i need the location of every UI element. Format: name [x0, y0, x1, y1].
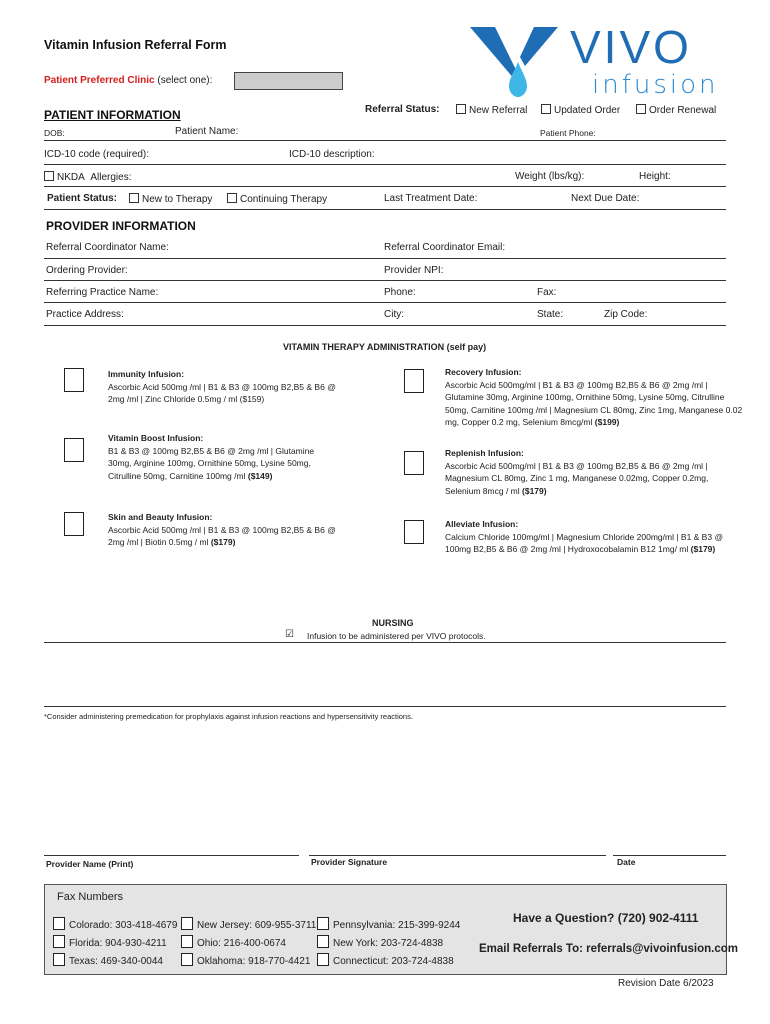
divider [44, 186, 726, 187]
checkbox-fax-pennsylvania[interactable] [317, 917, 329, 930]
therapy-name: Replenish Infusion: [445, 448, 524, 458]
status-new-therapy[interactable] [129, 193, 212, 205]
ordering-provider-label: Ordering Provider: [46, 265, 128, 276]
divider [44, 706, 726, 707]
nursing-note: Infusion to be administered per VIVO protocols. [307, 631, 486, 641]
therapy-immunity [108, 368, 338, 406]
therapy-name: Recovery Infusion: [445, 367, 522, 377]
question-phone: Have a Question? (720) 902-4111 [513, 911, 699, 925]
fax-ohio: Ohio: 216-400-0674 [197, 938, 286, 949]
divider [44, 280, 726, 281]
signature-line [309, 855, 606, 856]
checkbox-recovery[interactable] [404, 369, 424, 393]
therapy-price: ($179) [690, 544, 716, 554]
fax-florida: Florida: 904-930-4211 [69, 938, 167, 949]
icd-desc-label: ICD-10 description: [289, 149, 375, 160]
checkbox-fax-ohio[interactable] [181, 935, 193, 948]
nursing-checkbox[interactable]: ☑ [285, 629, 294, 640]
therapy-heading: VITAMIN THERAPY ADMINISTRATION (self pay) [283, 342, 487, 352]
divider [44, 302, 726, 303]
checkbox-fax-texas[interactable] [53, 953, 65, 966]
therapy-price: ($149) [247, 470, 273, 481]
checkbox-replenish[interactable] [404, 451, 424, 475]
nkda-label: NKDA [57, 172, 85, 183]
provider-signature-label: Provider Signature [311, 857, 388, 867]
checkbox-order-renewal[interactable] [636, 104, 646, 114]
signature-line [44, 855, 299, 856]
therapy-name: Vitamin Boost Infusion: [108, 433, 204, 443]
logo-word-infusion: infusion [592, 70, 719, 100]
status-order-renewal[interactable] [636, 104, 716, 116]
fax-panel [44, 884, 738, 975]
fax-col-2 [181, 917, 316, 971]
checkbox-immunity[interactable] [64, 368, 84, 392]
checkbox-skin-beauty[interactable] [64, 512, 84, 536]
fax-col-1 [53, 917, 177, 971]
therapy-alleviate [445, 518, 730, 556]
divider [44, 258, 726, 259]
patient-heading: PATIENT INFORMATION [44, 108, 181, 122]
label-order-renewal: Order Renewal [649, 105, 717, 116]
provider-name-print-label: Provider Name (Print) [46, 859, 134, 869]
therapy-price: ($179) [522, 485, 547, 496]
therapy-desc: Calcium Chloride 100mg/ml | Magnesium Chloride 200mg/ml | B1 & B3 @ 100mg B2,B5 & B6 @ 2mg /ml | Hydroxocobalamin B12 1mg/ ml [445, 531, 724, 554]
footnote: *Consider administering premedication for prophylaxis against infusion reactions and hypersensitivity reactions. [44, 712, 413, 721]
fax-connecticut: Connecticut: 203-724-4838 [333, 956, 454, 967]
therapy-desc: Ascorbic Acid 500mg/ml | B1 & B3 @ 100mg B2,B5 & B6 @ 2mg /ml | Magnesium CL 80mg, Zinc 1 mg, Manganese 0.02mg, Copper 0.2mg, Selenium 8mcg / ml [445, 460, 709, 496]
checkbox-fax-florida[interactable] [53, 935, 65, 948]
therapy-skin-beauty [108, 511, 338, 549]
state-label: State: [537, 309, 564, 320]
fax-colorado: Colorado: 303-418-4679 [69, 920, 178, 931]
therapy-price: ($179) [210, 537, 236, 547]
clinic-select[interactable] [234, 72, 343, 90]
referral-status-label: Referral Status: [365, 104, 440, 115]
next-due-label: Next Due Date: [571, 193, 640, 204]
logo-word-vivo: VIVO [570, 21, 692, 73]
height-label: Height: [639, 171, 671, 182]
checkbox-fax-new-jersey[interactable] [181, 917, 193, 930]
divider [44, 164, 726, 165]
checkbox-new-therapy[interactable] [129, 193, 139, 203]
divider [44, 325, 726, 326]
practice-phone-label: Phone: [384, 287, 416, 298]
status-new-referral[interactable] [456, 104, 527, 116]
patient-name-label: Patient Name: [175, 126, 239, 137]
checkbox-fax-oklahoma[interactable] [181, 953, 193, 966]
vivo-logo [470, 21, 720, 100]
therapy-desc: B1 & B3 @ 100mg B2,B5 & B6 @ 2mg /ml | Glutamine 30mg, Arginine 100mg, Ornithine 50mg, Lysine 50mg, Citrulline 50mg, Carnitine 100mg /ml [108, 445, 315, 481]
nkda-row[interactable] [44, 171, 132, 183]
divider [44, 209, 726, 210]
checkbox-new-referral[interactable] [456, 104, 466, 114]
label-continuing-therapy: Continuing Therapy [240, 194, 328, 205]
clinic-label: Patient Preferred Clinic [44, 75, 155, 86]
icd-code-label: ICD-10 code (required): [44, 149, 150, 160]
patient-status-label: Patient Status: [47, 193, 118, 204]
label-new-therapy: New to Therapy [142, 194, 213, 205]
practice-address-label: Practice Address: [46, 309, 124, 320]
signature-line [613, 855, 726, 856]
fax-oklahoma: Oklahoma: 918-770-4421 [197, 956, 311, 967]
practice-name-label: Referring Practice Name: [46, 287, 159, 298]
last-treatment-label: Last Treatment Date: [384, 193, 478, 204]
therapy-desc: Ascorbic Acid 500mg /ml | B1 & B3 @ 100mg B2,B5 & B6 @ 2mg /ml | Zinc Chloride 0.5mg / ml ($159) [108, 381, 336, 404]
therapy-vitamin-boost [108, 432, 338, 482]
therapy-recovery [445, 366, 745, 429]
fax-heading: Fax Numbers [57, 891, 124, 903]
clinic-hint: (select one): [157, 75, 213, 86]
nursing-heading: NURSING [372, 618, 414, 628]
therapy-price: ($199) [594, 417, 620, 427]
city-label: City: [384, 309, 404, 320]
label-updated-order: Updated Order [554, 105, 621, 116]
checkbox-continuing-therapy[interactable] [227, 193, 237, 203]
therapy-name: Immunity Infusion: [108, 369, 185, 379]
provider-heading: PROVIDER INFORMATION [46, 219, 196, 233]
divider [44, 642, 726, 643]
therapy-name: Alleviate Infusion: [445, 519, 519, 529]
status-updated-order[interactable] [541, 104, 620, 116]
checkbox-updated-order[interactable] [541, 104, 551, 114]
coord-email-label: Referral Coordinator Email: [384, 242, 506, 253]
fax-new-york: New York: 203-724-4838 [333, 938, 444, 949]
label-new-referral: New Referral [469, 105, 528, 116]
checkbox-fax-colorado[interactable] [53, 917, 65, 930]
form-title: Vitamin Infusion Referral Form [44, 38, 227, 52]
fax-col-3 [317, 917, 460, 971]
therapy-name: Skin and Beauty Infusion: [108, 512, 213, 522]
fax-texas: Texas: 469-340-0044 [69, 956, 163, 967]
date-label: Date [617, 857, 636, 867]
divider [44, 140, 726, 141]
dob-label: DOB: [44, 128, 65, 138]
checkbox-fax-new-york[interactable] [317, 935, 329, 948]
coord-name-label: Referral Coordinator Name: [46, 242, 169, 253]
checkbox-nkda[interactable] [44, 171, 54, 181]
fax-new-jersey: New Jersey: 609-955-3711 [197, 920, 317, 931]
clinic-row [44, 75, 212, 86]
therapy-desc: Ascorbic Acid 500mg /ml | B1 & B3 @ 100mg B2,B5 & B6 @ 2mg /ml | Biotin 0.5mg / ml [108, 524, 336, 547]
provider-npi-label: Provider NPI: [384, 265, 444, 276]
therapy-replenish [445, 447, 725, 497]
revision-date: Revision Date 6/2023 [618, 978, 714, 989]
status-continuing-therapy[interactable] [227, 193, 327, 205]
allergies-label: Allergies: [90, 172, 132, 183]
weight-label: Weight (lbs/kg): [515, 171, 585, 182]
zip-label: Zip Code: [604, 309, 648, 320]
fax-pennsylvania: Pennsylvania: 215-399-9244 [333, 920, 461, 931]
checkbox-alleviate[interactable] [404, 520, 424, 544]
checkbox-vitamin-boost[interactable] [64, 438, 84, 462]
referral-email[interactable]: Email Referrals To: referrals@vivoinfusion.com [479, 943, 738, 955]
therapy-desc: Ascorbic Acid 500mg/ml | B1 & B3 @ 100mg B2,B5 & B6 @ 2mg /ml | Glutamine 30mg, Arginine 100mg, Ornithine 50mg, Lysine 50mg, Citrulline 50mg, Carnitine 100mg /ml | Magnesium CL 80mg, Zinc 1mg, Manganese 0.02 mg, Copper 0.2 mg, Selenium 8mcg/ml [445, 379, 743, 427]
checkbox-fax-connecticut[interactable] [317, 953, 329, 966]
practice-fax-label: Fax: [537, 287, 557, 298]
patient-phone-label: Patient Phone: [540, 128, 596, 138]
